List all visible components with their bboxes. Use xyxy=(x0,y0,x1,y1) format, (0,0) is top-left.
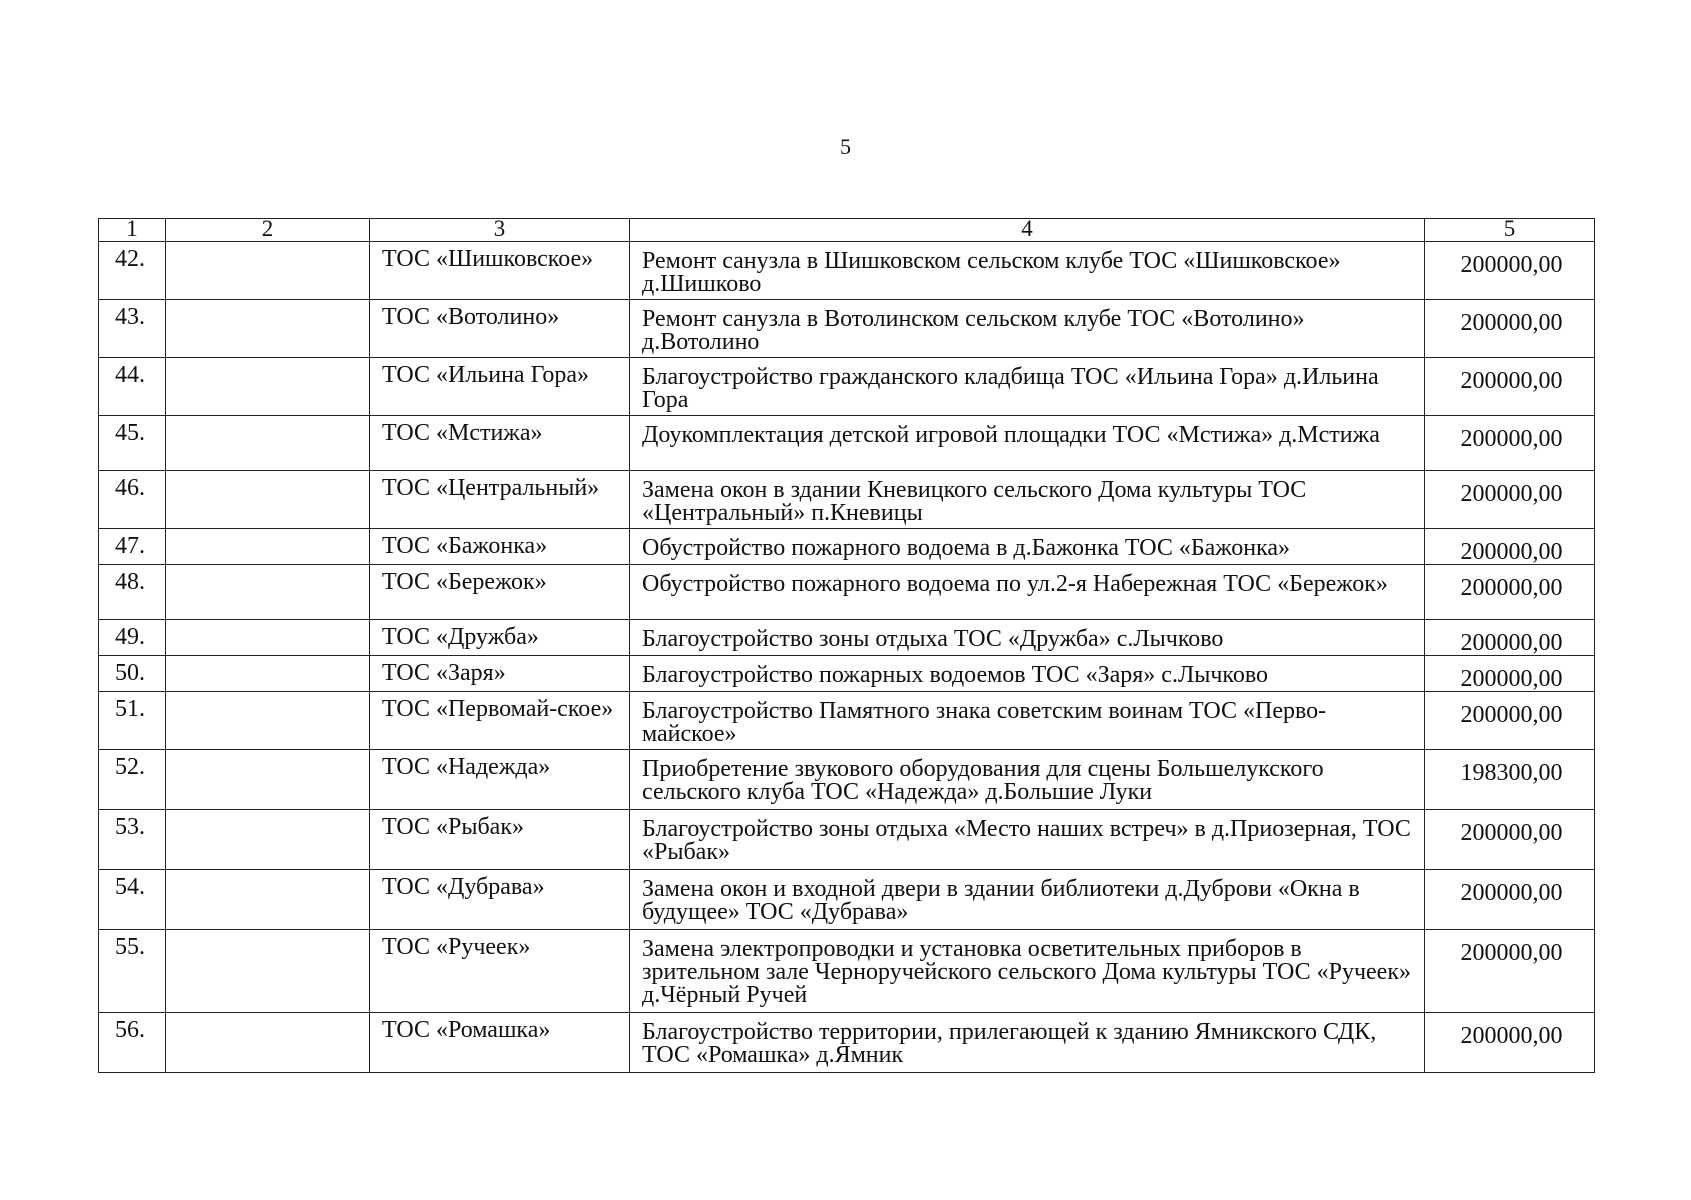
row-amount: 200000,00 xyxy=(1425,416,1595,471)
row-description: Ремонт санузла в Шишковском сельском клубе ТОС «Шишковское» д.Шишково xyxy=(630,242,1425,300)
row-number: 56. xyxy=(99,1013,166,1073)
row-number: 48. xyxy=(99,565,166,620)
row-column-2 xyxy=(166,930,370,1013)
row-amount: 200000,00 xyxy=(1425,620,1595,656)
row-description: Благоустройство гражданского кладбища ТОС «Ильина Гора» д.Ильина Гора xyxy=(630,358,1425,416)
row-column-2 xyxy=(166,300,370,358)
row-amount: 200000,00 xyxy=(1425,656,1595,692)
row-description: Замена окон в здании Кневицкого сельского Дома культуры ТОС «Центральный» п.Кневицы xyxy=(630,471,1425,529)
table-row xyxy=(99,1013,1595,1073)
row-column-2 xyxy=(166,529,370,565)
row-tos-name: ТОС «Мстижа» xyxy=(370,416,630,471)
table-row xyxy=(99,416,1595,471)
row-description: Ремонт санузла в Вотолинском сельском клубе ТОС «Вотолино» д.Вотолино xyxy=(630,300,1425,358)
row-description: Обустройство пожарного водоема в д.Бажонка ТОС «Бажонка» xyxy=(630,529,1425,565)
table-row xyxy=(99,692,1595,750)
row-column-2 xyxy=(166,810,370,870)
row-description: Благоустройство Памятного знака советским воинам ТОС «Перво-майское» xyxy=(630,692,1425,750)
table-row xyxy=(99,242,1595,300)
row-description: Благоустройство территории, прилегающей к зданию Ямникского СДК, ТОС «Ромашка» д.Ямник xyxy=(630,1013,1425,1073)
row-description: Благоустройство пожарных водоемов ТОС «Заря» с.Лычково xyxy=(630,656,1425,692)
row-description: Обустройство пожарного водоема по ул.2-я Набережная ТОС «Бережок» xyxy=(630,565,1425,620)
row-number: 42. xyxy=(99,242,166,300)
row-tos-name: ТОС «Ромашка» xyxy=(370,1013,630,1073)
row-tos-name: ТОС «Ручеек» xyxy=(370,930,630,1013)
table-row xyxy=(99,750,1595,810)
row-amount: 200000,00 xyxy=(1425,358,1595,416)
table-header-row xyxy=(99,219,1595,242)
row-amount: 200000,00 xyxy=(1425,300,1595,358)
row-tos-name: ТОС «Дружба» xyxy=(370,620,630,656)
row-column-2 xyxy=(166,242,370,300)
table-row xyxy=(99,565,1595,620)
table-row xyxy=(99,471,1595,529)
row-column-2 xyxy=(166,656,370,692)
table-row xyxy=(99,870,1595,930)
row-amount: 200000,00 xyxy=(1425,529,1595,565)
data-table xyxy=(98,218,1595,1073)
row-number: 43. xyxy=(99,300,166,358)
row-amount: 200000,00 xyxy=(1425,870,1595,930)
row-column-2 xyxy=(166,471,370,529)
row-column-2 xyxy=(166,1013,370,1073)
table-row xyxy=(99,930,1595,1013)
row-tos-name: ТОС «Бережок» xyxy=(370,565,630,620)
row-number: 45. xyxy=(99,416,166,471)
row-description: Замена электропроводки и установка осветительных приборов в зрительном зале Черноручейского сельского Дома культуры ТОС «Ручеек» д.Чёрный Ручей xyxy=(630,930,1425,1013)
row-tos-name: ТОС «Бажонка» xyxy=(370,529,630,565)
row-tos-name: ТОС «Первомай-ское» xyxy=(370,692,630,750)
row-description: Благоустройство зоны отдыха «Место наших встреч» в д.Приозерная, ТОС «Рыбак» xyxy=(630,810,1425,870)
row-amount: 200000,00 xyxy=(1425,471,1595,529)
column-header: 1 xyxy=(99,219,166,242)
row-number: 51. xyxy=(99,692,166,750)
row-column-2 xyxy=(166,565,370,620)
row-column-2 xyxy=(166,870,370,930)
row-tos-name: ТОС «Надежда» xyxy=(370,750,630,810)
row-amount: 200000,00 xyxy=(1425,242,1595,300)
row-tos-name: ТОС «Рыбак» xyxy=(370,810,630,870)
column-header: 4 xyxy=(630,219,1425,242)
row-amount: 200000,00 xyxy=(1425,692,1595,750)
row-amount: 200000,00 xyxy=(1425,930,1595,1013)
page-number: 5 xyxy=(840,134,851,159)
row-tos-name: ТОС «Заря» xyxy=(370,656,630,692)
row-number: 55. xyxy=(99,930,166,1013)
column-header: 3 xyxy=(370,219,630,242)
row-tos-name: ТОС «Дубрава» xyxy=(370,870,630,930)
table-row xyxy=(99,300,1595,358)
row-number: 54. xyxy=(99,870,166,930)
row-description: Благоустройство зоны отдыха ТОС «Дружба» с.Лычково xyxy=(630,620,1425,656)
table-row xyxy=(99,620,1595,656)
table-row xyxy=(99,358,1595,416)
column-header: 2 xyxy=(166,219,370,242)
table-row xyxy=(99,810,1595,870)
row-number: 44. xyxy=(99,358,166,416)
row-column-2 xyxy=(166,692,370,750)
table-row xyxy=(99,656,1595,692)
row-column-2 xyxy=(166,750,370,810)
row-description: Приобретение звукового оборудования для сцены Большелукского сельского клуба ТОС «Надежда» д.Большие Луки xyxy=(630,750,1425,810)
row-number: 46. xyxy=(99,471,166,529)
row-amount: 198300,00 xyxy=(1425,750,1595,810)
row-tos-name: ТОС «Шишковское» xyxy=(370,242,630,300)
row-column-2 xyxy=(166,620,370,656)
row-number: 49. xyxy=(99,620,166,656)
row-number: 53. xyxy=(99,810,166,870)
row-column-2 xyxy=(166,416,370,471)
row-amount: 200000,00 xyxy=(1425,565,1595,620)
row-tos-name: ТОС «Ильина Гора» xyxy=(370,358,630,416)
row-column-2 xyxy=(166,358,370,416)
row-number: 50. xyxy=(99,656,166,692)
row-number: 52. xyxy=(99,750,166,810)
row-amount: 200000,00 xyxy=(1425,1013,1595,1073)
row-tos-name: ТОС «Центральный» xyxy=(370,471,630,529)
row-tos-name: ТОС «Вотолино» xyxy=(370,300,630,358)
row-description: Доукомплектация детской игровой площадки ТОС «Мстижа» д.Мстижа xyxy=(630,416,1425,471)
row-amount: 200000,00 xyxy=(1425,810,1595,870)
column-header: 5 xyxy=(1425,219,1595,242)
table-row xyxy=(99,529,1595,565)
row-number: 47. xyxy=(99,529,166,565)
table-body xyxy=(99,242,1595,1073)
row-description: Замена окон и входной двери в здании библиотеки д.Дуброви «Окна в будущее» ТОС «Дубрава» xyxy=(630,870,1425,930)
